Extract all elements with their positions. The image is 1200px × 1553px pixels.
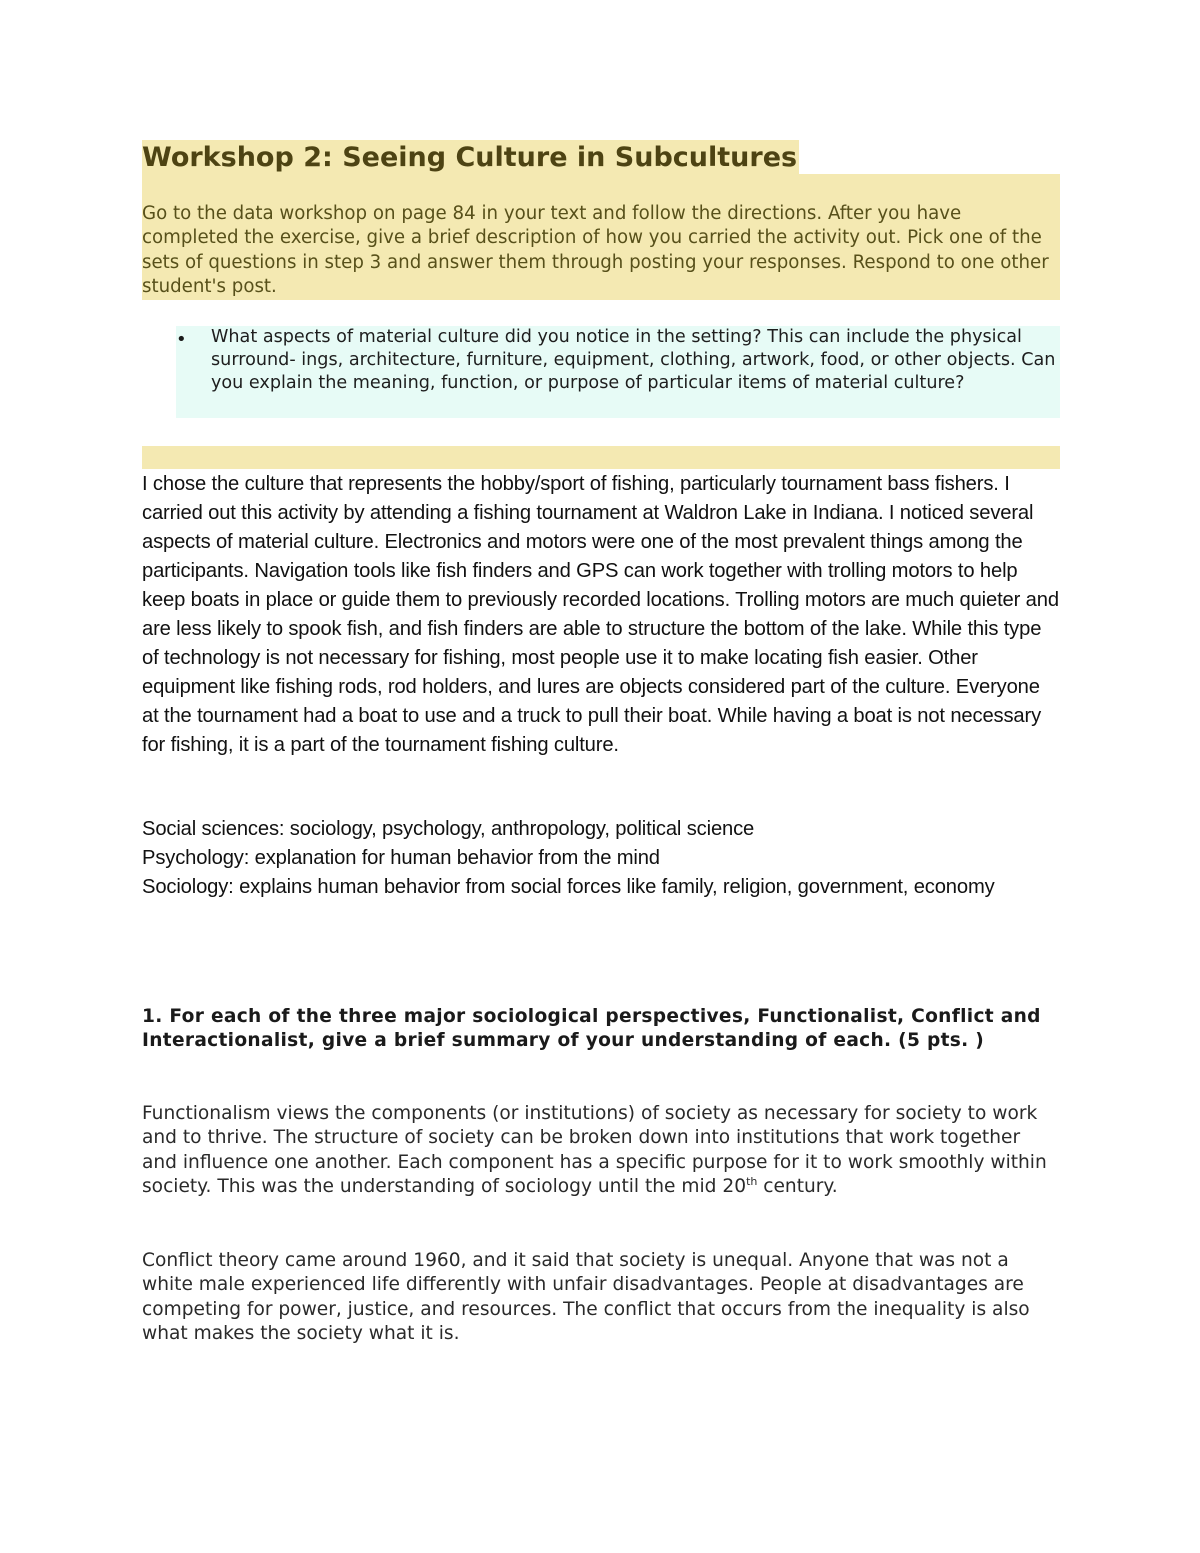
bullet-text: What aspects of material culture did you notice in the setting? This can include the physical surround- ings, architecture, furniture, equipment, clothing, artwork, food, or other objects. Can you explain the meaning, function, or purpose of particular items of material culture?	[211, 327, 1056, 393]
directions-paragraph: Go to the data workshop on page 84 in your text and follow the directions. After you have completed the exercise, give a brief description of how you carried the activity out. Pick one of the sets of questions in step 3 and answer them through posting your responses. Respond to one other student's post.	[142, 174, 1060, 300]
question-bullet	[176, 326, 1060, 418]
title-wrap	[142, 140, 799, 176]
question-1: 1. For each of the three major sociological perspectives, Functionalist, Conflict and Interactionalist, give a brief summary of your understanding of each. (5 pts. )	[142, 1006, 1041, 1051]
functionalism-text: Functionalism views the components (or institutions) of society as necessary for society to work and to thrive. The structure of society can be broken down into institutions that work together and influence one another. Each component has a specific purpose for it to work smoothly within society. This was the understanding of sociology until the mid 20	[142, 1103, 1047, 1197]
conflict-paragraph: Conflict theory came around 1960, and it said that society is unequal. Anyone that was not a white male experienced life differently with unfair disadvantages. People at disadvantages are competing for power, justice, and resources. The conflict that occurs from the inequality is also what makes the society what it is.	[142, 1250, 1030, 1344]
ordinal-suffix: th	[746, 1174, 758, 1188]
bullet-icon: •	[176, 329, 187, 350]
functionalism-tail: century.	[757, 1175, 838, 1197]
definition-item: Sociology: explains human behavior from social forces like family, religion, government, economy	[142, 876, 995, 898]
functionalism-paragraph	[142, 1102, 1060, 1199]
highlight-bar	[142, 446, 1060, 469]
definition-item: Psychology: explanation for human behavior from the mind	[142, 847, 660, 869]
answer-paragraph: I chose the culture that represents the hobby/sport of fishing, particularly tournament bass fishers. I carried out this activity by attending a fishing tournament at Waldron Lake in Indiana. I noticed several aspects of material culture. Electronics and motors were one of the most prevalent things among the participants. Navigation tools like fish finders and GPS can work together with trolling motors to help keep boats in place or guide them to previously recorded locations. Trolling motors are much quieter and are less likely to spook fish, and fish finders are able to structure the bottom of the lake. While this type of technology is not necessary for fishing, most people use it to make locating fish easier. Other equipment like fishing rods, rod holders, and lures are objects considered part of the culture. Everyone at the tournament had a boat to use and a truck to pull their boat. While having a boat is not necessary for fishing, it is a part of the tournament fishing culture.	[142, 473, 1059, 756]
page-title: Workshop 2: Seeing Culture in Subcultures	[142, 140, 799, 176]
definitions-list	[142, 815, 1060, 902]
definition-item: Social sciences: sociology, psychology, anthropology, political science	[142, 818, 755, 840]
